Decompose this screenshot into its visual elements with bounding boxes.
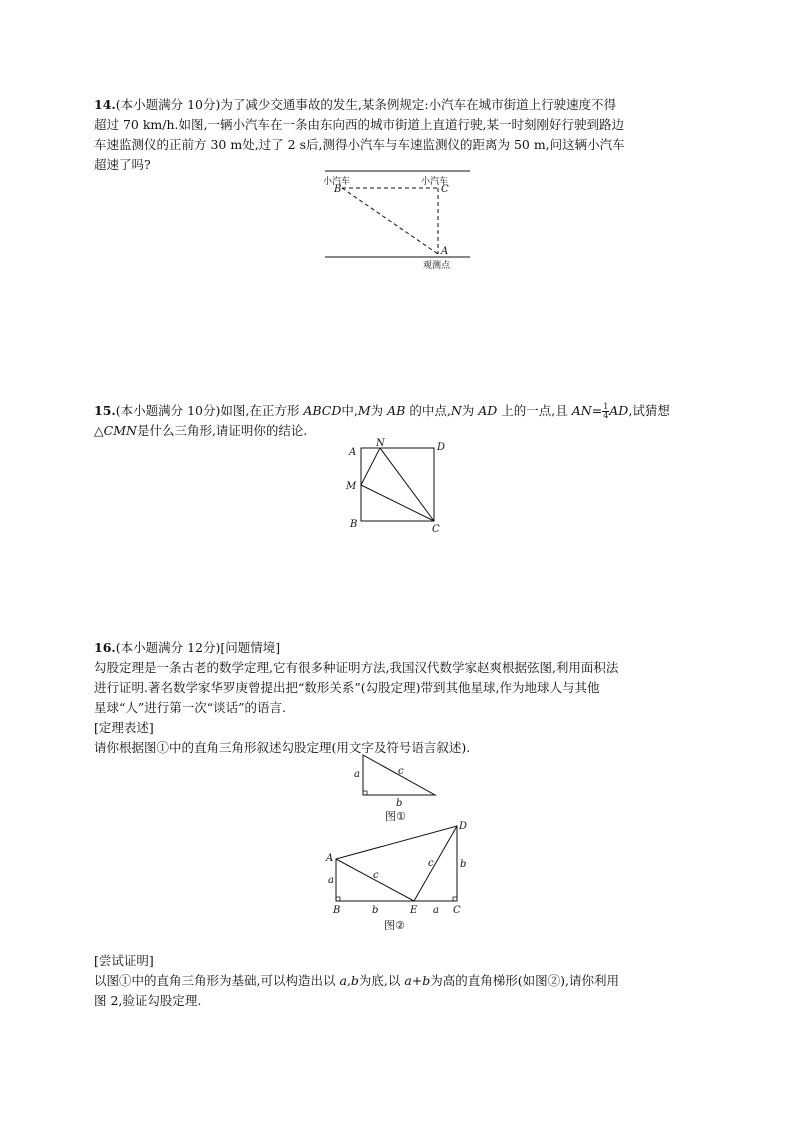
q16-line-1: 16.(本小题满分 12分)[问题情境] bbox=[94, 640, 281, 655]
fig2-side-c-left-label: c bbox=[373, 870, 379, 881]
square-ABCD bbox=[361, 448, 434, 521]
fig2-side-c-right-label: c bbox=[428, 858, 434, 869]
segment-NC bbox=[380, 448, 434, 521]
fig1-side-a-label: a bbox=[354, 769, 360, 780]
q16-figure-2 bbox=[322, 820, 472, 935]
fig2-side-a-bottom-label: a bbox=[433, 905, 439, 916]
q15-line-1: 15.(本小题满分 10分)如图,在正方形 ABCD中,M为 AB 的中点,N为 AD 上的一点,且 AN= $\frac{1}{4}$ AD,试猜想 bbox=[94, 402, 670, 420]
segment-MC bbox=[361, 485, 434, 521]
q16-line-7: 图 2,验证勾股定理. bbox=[94, 993, 202, 1008]
point-A-label: A bbox=[441, 246, 449, 257]
fig2-side-b-bottom-label: b bbox=[372, 905, 379, 916]
segment-BA bbox=[342, 188, 438, 254]
question-16 bbox=[94, 638, 706, 758]
q16-heading-proof: [尝试证明] bbox=[94, 953, 154, 968]
q14-number: 14. bbox=[94, 97, 116, 112]
sq-point-M-label: M bbox=[346, 481, 357, 492]
fig2-point-A-label: A bbox=[326, 853, 334, 864]
car-right-label: 小汽车 bbox=[421, 177, 449, 187]
q14-line-2: 超过 70 km/h.如图,一辆小汽车在一条由东向西的城市街道上直道行驶,某一时刻刚好行驶到路边 bbox=[94, 117, 624, 132]
q15-figure bbox=[340, 440, 450, 535]
trapezoid-ABCD bbox=[336, 826, 457, 901]
segment-ED bbox=[414, 826, 457, 901]
q14-figure bbox=[320, 168, 480, 273]
q16-line-3: 进行证明.著名数学家华罗庚曾提出把“数形关系”(勾股定理)带到其他星球,作为地球人与其他 bbox=[94, 680, 600, 695]
sq-point-B-label: B bbox=[350, 519, 358, 530]
q14-line-3: 车速监测仪的正前方 30 m处,过了 2 s后,测得小汽车与车速监测仪的距离为 50 m,问这辆小汽车 bbox=[94, 137, 625, 152]
fig2-point-C-label: C bbox=[453, 905, 461, 916]
q16-heading-statement: [定理表述] bbox=[94, 720, 154, 735]
fig1-side-b-label: b bbox=[396, 798, 403, 809]
segment-MN bbox=[361, 448, 380, 485]
sq-point-A-label: A bbox=[349, 447, 357, 458]
q16-figure-1 bbox=[350, 750, 450, 825]
q14-line-1 bbox=[94, 95, 706, 115]
q16-proof-section bbox=[94, 951, 706, 1011]
fig2-side-a-left-label: a bbox=[328, 875, 334, 886]
fig2-point-E-label: E bbox=[410, 905, 418, 916]
fig2-caption: 图② bbox=[384, 919, 405, 932]
q16-line-5: 请你根据图①中的直角三角形叙述勾股定理(用文字及符号语言叙述). bbox=[94, 740, 471, 755]
sq-point-C-label: C bbox=[432, 524, 440, 535]
question-14 bbox=[94, 95, 706, 175]
sq-point-N-label: N bbox=[376, 438, 385, 449]
q15-line-2: △CMN是什么三角形,请证明你的结论. bbox=[94, 423, 308, 438]
fig1-caption: 图① bbox=[385, 810, 406, 823]
point-B-label: B bbox=[334, 184, 342, 195]
q15-number: 15. bbox=[94, 403, 116, 418]
point-C-label: C bbox=[441, 184, 449, 195]
right-angle-mark-C bbox=[453, 897, 457, 901]
fig2-side-b-right-label: b bbox=[460, 859, 467, 870]
sq-point-D-label: D bbox=[437, 442, 446, 453]
q16-line-4: 星球“人”进行第一次“谈话”的语言. bbox=[94, 700, 287, 715]
fig1-side-c-label: c bbox=[398, 766, 404, 777]
q16-line-2: 勾股定理是一条古老的数学定理,它有很多种证明方法,我国汉代数学家赵爽根据弦图,利用面积法 bbox=[94, 660, 619, 675]
q16-line-6: 以图①中的直角三角形为基础,可以构造出以 a,b为底,以 a+b为高的直角梯形(如图②),请你利用 bbox=[94, 973, 620, 988]
fraction-one-quarter: $\frac{1}{4}$ bbox=[603, 402, 609, 420]
q14-line-4: 超速了吗? bbox=[94, 157, 151, 172]
q16-number: 16. bbox=[94, 640, 116, 655]
question-15 bbox=[94, 401, 706, 441]
car-left-label: 小汽车 bbox=[323, 177, 351, 187]
fig2-point-B-label: B bbox=[333, 905, 341, 916]
q14-text-1: (本小题满分 10分)为了减少交通事故的发生,某条例规定:小汽车在城市街道上行驶速度不得 bbox=[115, 97, 617, 112]
right-angle-mark bbox=[363, 791, 367, 795]
observation-point-label: 观测点 bbox=[423, 261, 451, 271]
fig2-point-D-label: D bbox=[459, 821, 468, 832]
right-angle-mark-B bbox=[336, 897, 340, 901]
